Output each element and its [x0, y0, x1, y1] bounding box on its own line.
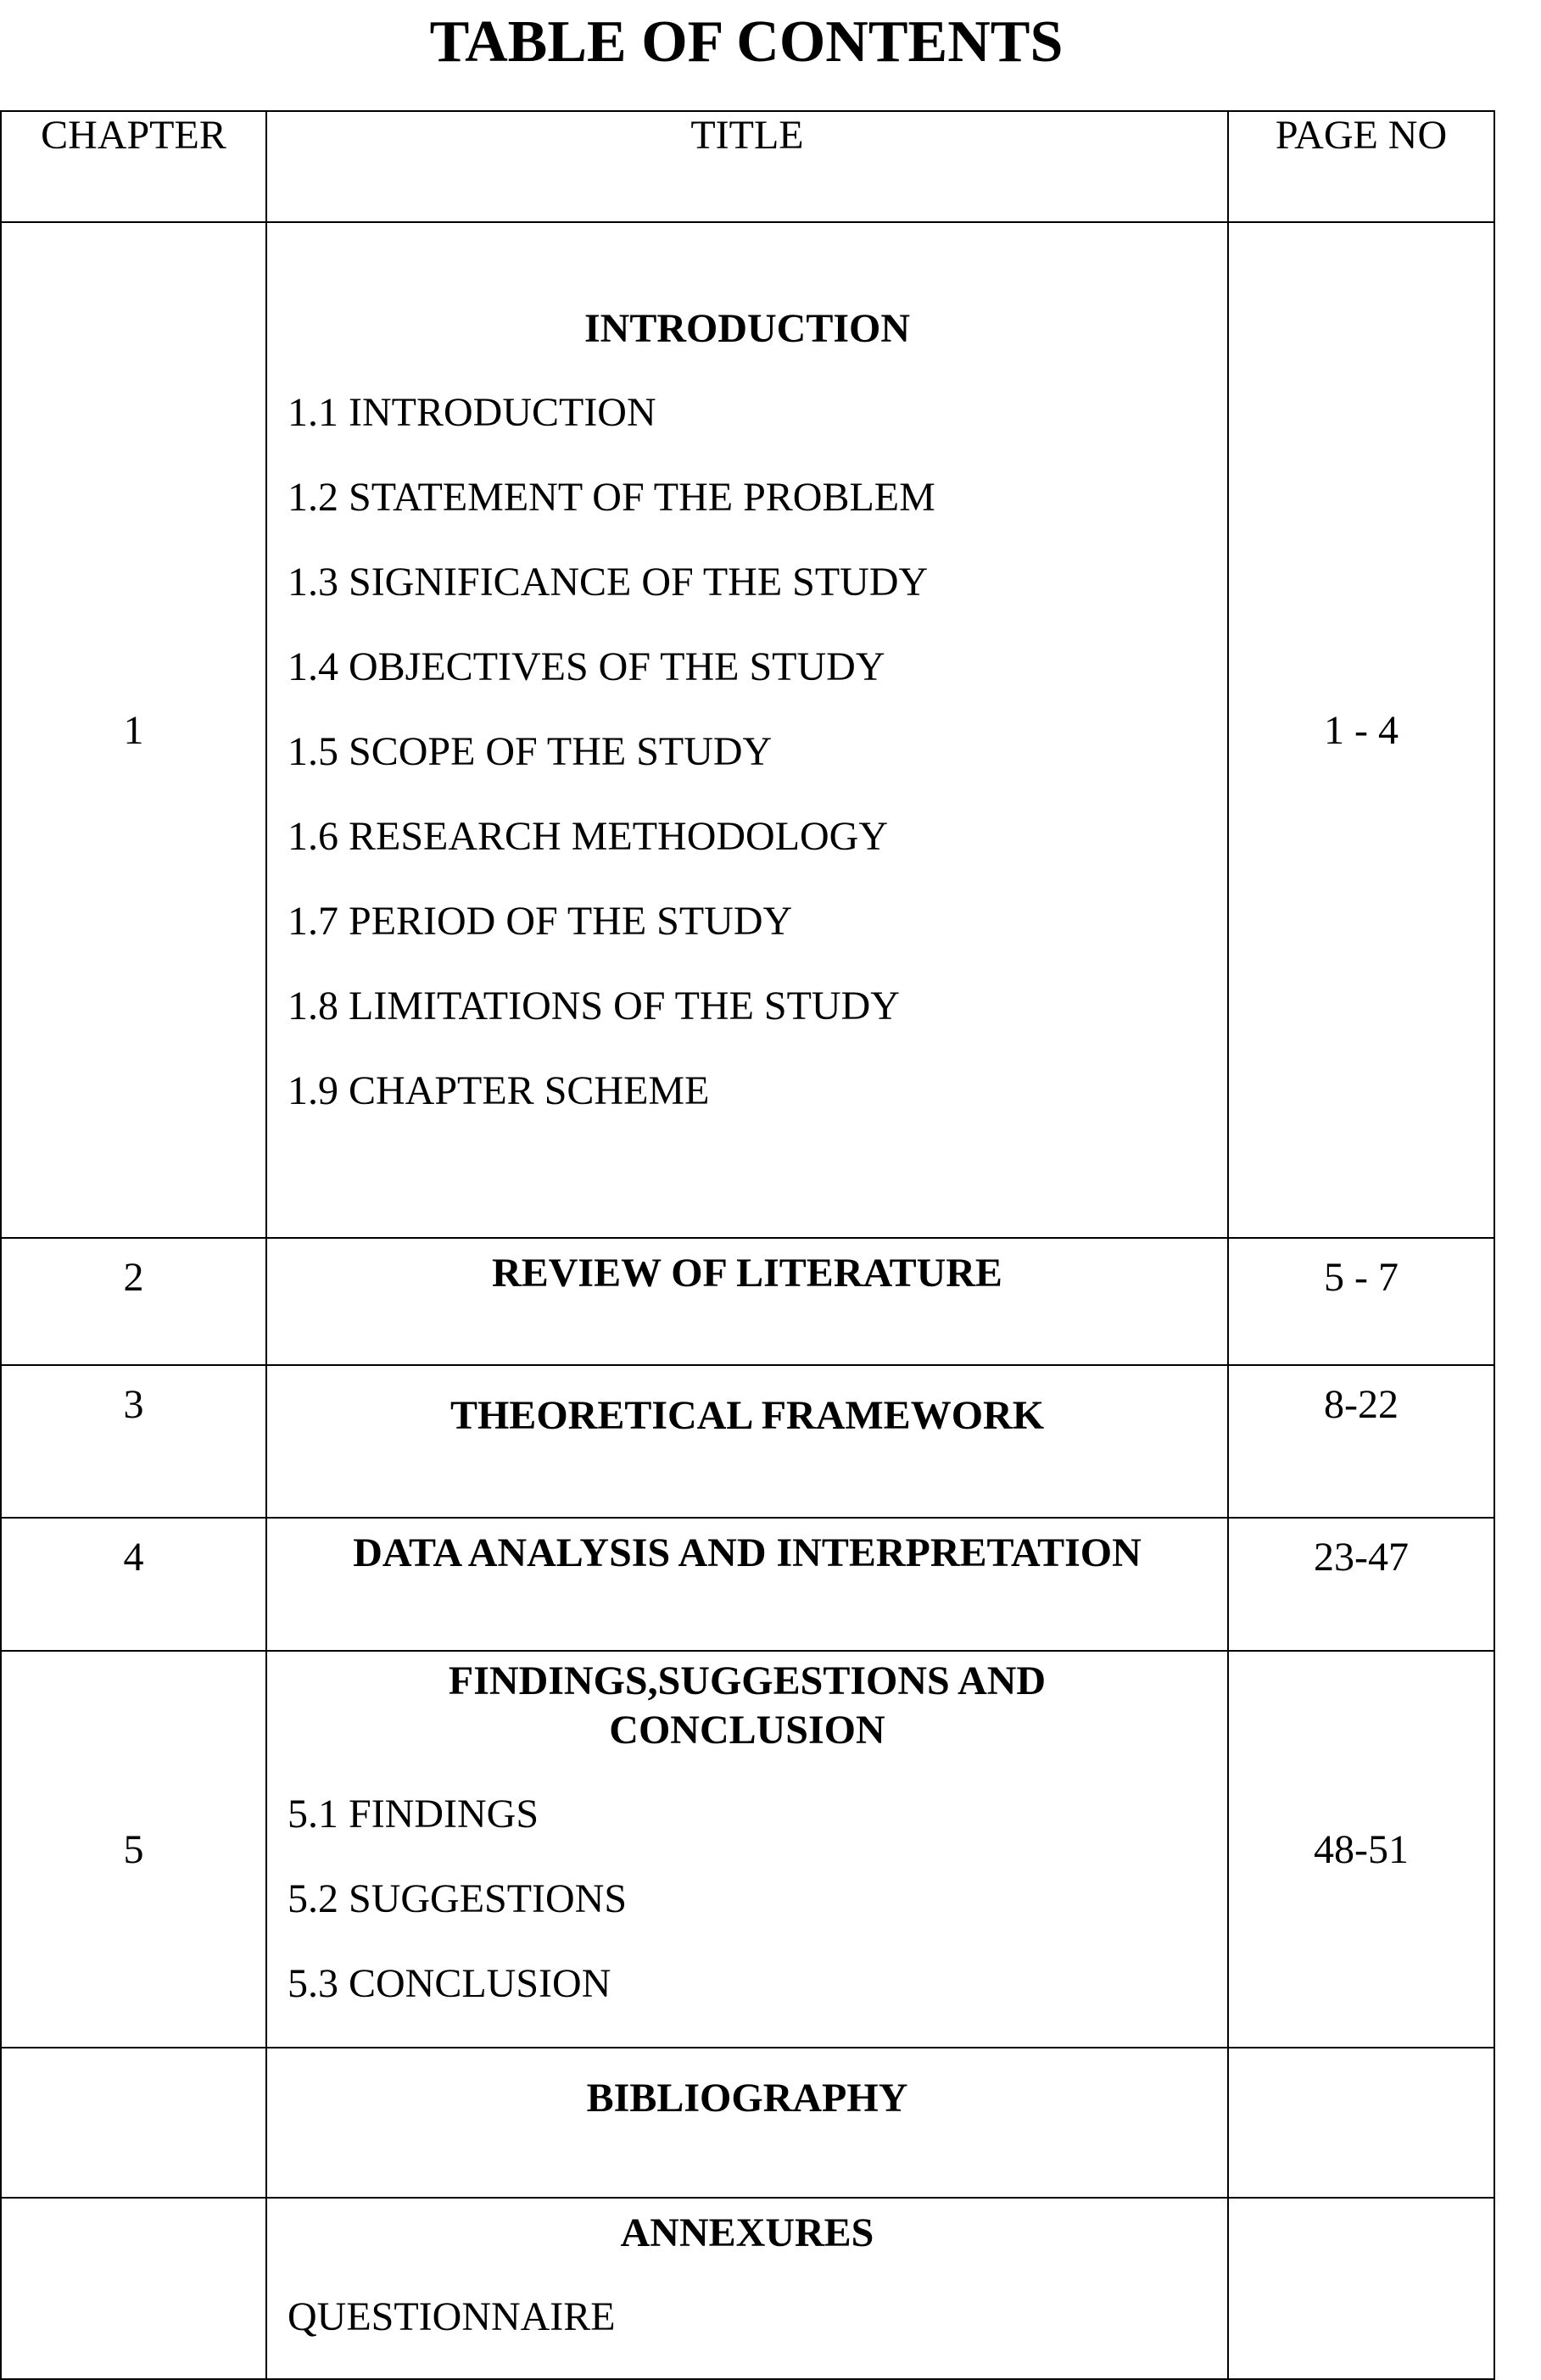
title-cell: [266, 222, 1228, 1238]
page-range: 23-47: [1228, 1518, 1494, 1651]
page-range: [1228, 2198, 1494, 2379]
chapter-heading: ANNEXURES: [620, 2210, 874, 2255]
page-title: TABLE OF CONTENTS: [429, 9, 1064, 75]
page-range: 5 - 7: [1228, 1238, 1494, 1365]
chapter-number: 5: [1, 1651, 266, 2048]
subitem: 1.3 SIGNIFICANCE OF THE STUDY: [288, 560, 929, 605]
page-range: 8-22: [1228, 1365, 1494, 1518]
subitem: QUESTIONNAIRE: [288, 2294, 616, 2339]
chapter-number: [1, 2198, 266, 2379]
chapter-heading: THEORETICAL FRAMEWORK: [449, 1393, 1045, 1438]
subitem: 1.7 PERIOD OF THE STUDY: [288, 899, 793, 944]
subitem: 5.1 FINDINGS: [288, 1792, 539, 1837]
subitem: 1.1 INTRODUCTION: [288, 390, 656, 435]
chapter-heading-line: CONCLUSION: [609, 1708, 885, 1753]
title-cell: [266, 2048, 1228, 2198]
chapter-heading: [267, 1657, 1227, 1755]
chapter-heading-line: FINDINGS,SUGGESTIONS AND: [448, 1658, 1047, 1703]
chapter-number: 3: [1, 1365, 266, 1518]
chapter-heading: INTRODUCTION: [583, 306, 911, 351]
page-range: [1228, 2048, 1494, 2198]
page-range: 1 - 4: [1228, 222, 1494, 1238]
subitem-list: [267, 1789, 1227, 2009]
subitem: 1.5 SCOPE OF THE STUDY: [288, 729, 773, 774]
table-row: [1, 1365, 1494, 1518]
subitem: 1.9 CHAPTER SCHEME: [288, 1068, 710, 1113]
chapter-column-header: CHAPTER: [1, 111, 266, 222]
subitem: 1.2 STATEMENT OF THE PROBLEM: [288, 475, 935, 520]
page-range: 48-51: [1228, 1651, 1494, 2048]
chapter-heading: REVIEW OF LITERATURE: [492, 1251, 1002, 1296]
subitem-list: [267, 387, 1227, 1117]
chapter-number: 1: [1, 222, 266, 1238]
chapter-number: [1, 2048, 266, 2198]
chapter-heading: DATA ANALYSIS AND INTERPRETATION: [353, 1530, 1142, 1575]
table-row: [1, 1518, 1494, 1651]
page-column-header: PAGE NO: [1228, 111, 1494, 222]
table-of-contents: [0, 110, 1495, 2380]
title-column-header: TITLE: [266, 111, 1228, 222]
title-cell: [266, 2198, 1228, 2379]
subitem: 1.8 LIMITATIONS OF THE STUDY: [288, 984, 900, 1028]
title-cell: [266, 1651, 1228, 2048]
chapter-number: 4: [1, 1518, 266, 1651]
table-row: [1, 2198, 1494, 2379]
table-row: [1, 2048, 1494, 2198]
chapter-heading: BIBLIOGRAPHY: [586, 2076, 908, 2121]
subitem: 5.3 CONCLUSION: [288, 1961, 611, 2006]
chapter-number: 2: [1, 1238, 266, 1365]
subitem: 5.2 SUGGESTIONS: [288, 1876, 628, 1921]
title-cell: [266, 1518, 1228, 1651]
subitem-list: [267, 2292, 1227, 2343]
title-cell: [266, 1365, 1228, 1518]
table-row: [1, 1238, 1494, 1365]
title-cell: [266, 1238, 1228, 1365]
table-row: [1, 1651, 1494, 2048]
header-row: [1, 111, 1494, 222]
subitem: 1.6 RESEARCH METHODOLOGY: [288, 814, 888, 859]
subitem: 1.4 OBJECTIVES OF THE STUDY: [288, 644, 885, 689]
table-row: [1, 222, 1494, 1238]
